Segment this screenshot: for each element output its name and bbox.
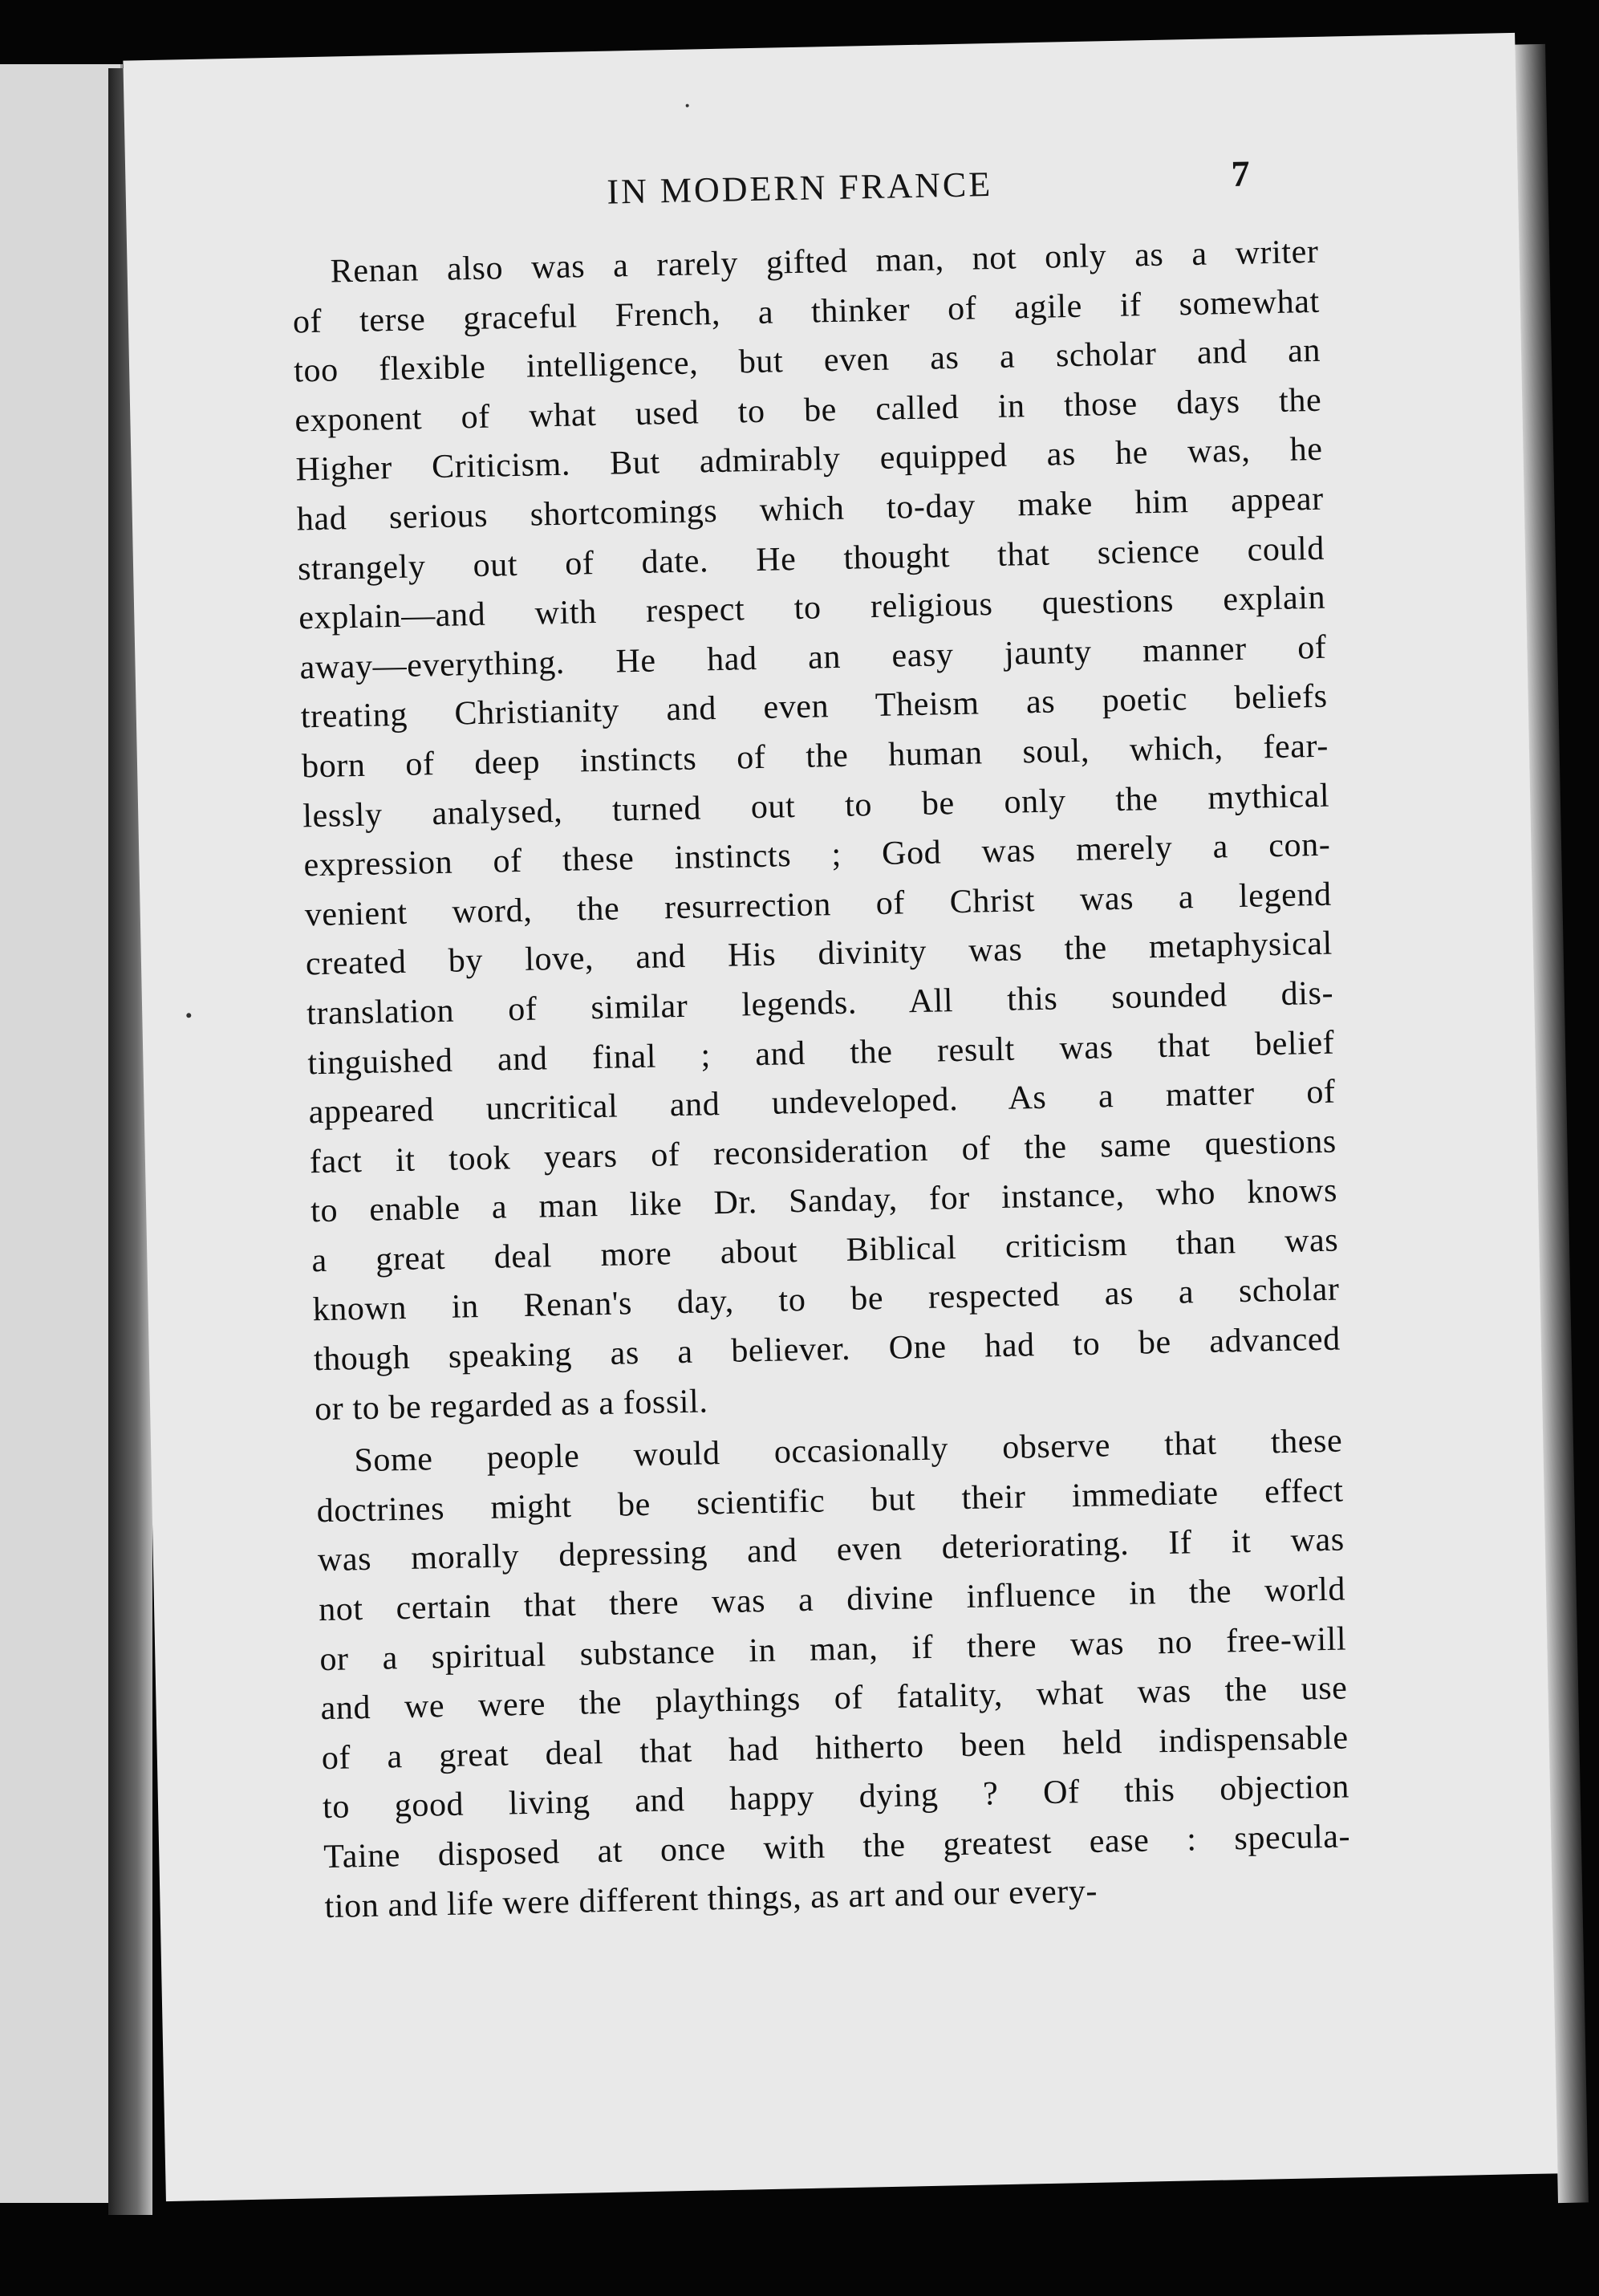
text-line: of terse graceful French, a thinker of agile if somewhat [292, 282, 1321, 341]
text-line: lessly analysed, turned out to be only the mythical [302, 777, 1330, 835]
text-line: to enable a man like Dr. Sanday, for instance, who knows [310, 1172, 1338, 1230]
facing-page-edge [0, 64, 123, 2203]
text-line: Taine disposed at once with the greatest ease : specula- [323, 1818, 1351, 1876]
text-line: away—everything. He had an easy jaunty manner of [299, 628, 1327, 687]
text-line: or to be regarded as a fossil. [314, 1383, 708, 1428]
text-line: translation of similar legends. All this sounded dis- [306, 974, 1334, 1033]
paragraph-1 [291, 228, 1341, 1435]
text-line: though speaking as a believer. One had to be advanced [313, 1320, 1341, 1379]
text-line: Renan also was a rarely gifted man, not only as a writer [330, 233, 1319, 291]
book-page [123, 33, 1557, 2201]
text-line: Some people would occasionally observe that these [354, 1422, 1343, 1480]
text-line: strangely out of date. He thought that science could [297, 530, 1325, 587]
text-line: was morally depressing and even deteriorating. If it was [317, 1521, 1345, 1579]
text-line: appeared uncritical and undeveloped. As a matter of [308, 1073, 1336, 1132]
text-line: had serious shortcomings which to-day make him appear [296, 480, 1325, 538]
body-text [291, 228, 1352, 1935]
text-line: of a great deal that had hitherto been held indispensable [321, 1719, 1349, 1777]
text-line: fact it took years of reconsideration of the same questions [309, 1123, 1337, 1181]
ink-speck [186, 1013, 191, 1018]
ink-speck [686, 104, 689, 108]
text-line: and we were the playthings of fatality, what was the use [320, 1669, 1348, 1728]
text-line: Higher Criticism. But admirably equipped as he was, he [295, 431, 1323, 489]
text-line: exponent of what used to be called in those days the [294, 381, 1322, 440]
running-head: IN MODERN FRANCE [606, 164, 993, 212]
page-number: 7 [1230, 152, 1251, 194]
text-line: treating Christianity and even Theism as poetic beliefs [300, 678, 1329, 736]
text-line: doctrines might be scientific but their immediate effect [316, 1472, 1344, 1530]
text-line: not certain that there was a divine influence in the world [318, 1571, 1346, 1629]
text-line: created by love, and His divinity was the metaphysical [305, 924, 1333, 983]
text-line: too flexible intelligence, but even as a scholar and an [293, 331, 1321, 390]
page-header [125, 153, 1518, 238]
text-line: tinguished and final ; and the result was that belief [307, 1024, 1335, 1082]
text-line: known in Renan's day, to be respected as a scholar [312, 1271, 1340, 1329]
text-line: venient word, the resurrection of Christ was a legend [304, 876, 1333, 934]
text-line: explain—and with respect to religious questions explain [298, 579, 1326, 637]
text-line: a great deal more about Biblical criticism than was [311, 1221, 1339, 1280]
text-line: or a spiritual substance in man, if there was no free-will [319, 1620, 1347, 1678]
text-line: born of deep instincts of the human soul, which, fear- [301, 727, 1329, 786]
text-line: to good living and happy dying ? Of this objection [322, 1768, 1350, 1827]
text-line: tion and life were different things, as art and our every- [324, 1872, 1098, 1925]
text-line: expression of these instincts ; God was merely a con- [303, 826, 1331, 884]
paragraph-2 [315, 1417, 1352, 1932]
